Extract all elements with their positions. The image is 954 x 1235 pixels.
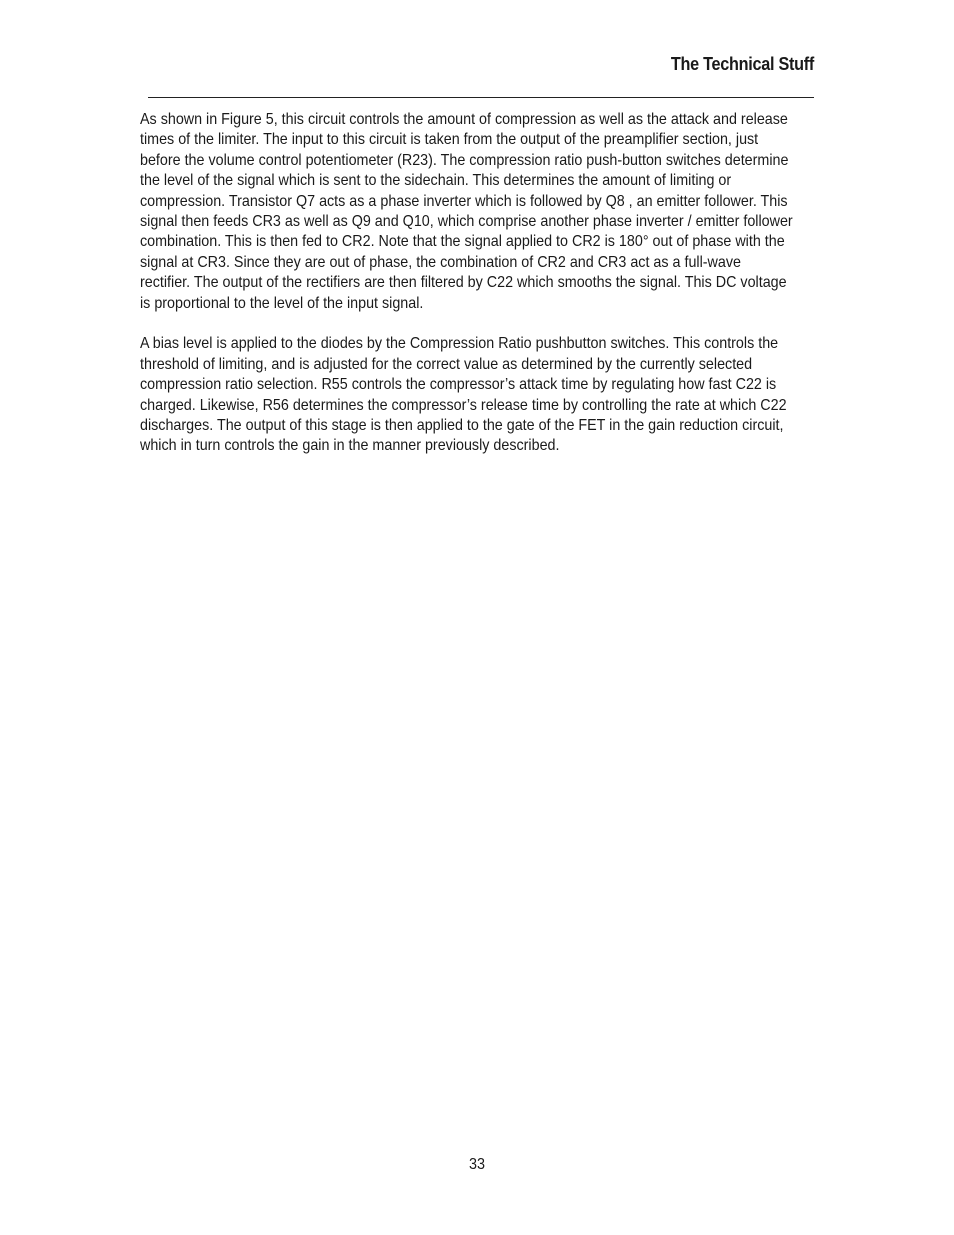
page-number: 33	[468, 1156, 486, 1173]
body-text	[140, 110, 811, 477]
section-header-title: The Technical Stuff	[670, 54, 814, 74]
paragraph-bias-description: A bias level is applied to the diodes by the Compression Ratio pushbutton switches. This controls the threshold of limiting, and is adjusted for the correct value as determined by the currently selected compression ratio selection. R55 controls the compressor’s attack time by regulating how fast C22 is charged. Likewise, R56 determines the compressor’s release time by controlling the rate at which C22 discharges. The output of this stage is then applied to the gate of the FET in the gain reduction circuit, which in turn controls the gain in the manner previously described.	[140, 335, 787, 455]
paragraph-sidechain-description: As shown in Figure 5, this circuit controls the amount of compression as well as the attack and release times of the limiter. The input to this circuit is taken from the output of the preamplifier section, just before the volume control potentiometer (R23). The compression ratio push-button switches determine the level of the signal which is sent to the sidechain. This determines the amount of limiting or compression. Transistor Q7 acts as a phase inverter which is followed by Q8 , an emitter follower. This signal then feeds CR3 as well as Q9 and Q10, which comprise another phase inverter / emitter follower combination. This is then fed to CR2. Note that the signal applied to CR2 is 180° out of phase with the signal at CR3. Since they are out of phase, the combination of CR2 and CR3 act as a full-wave rectifier. The output of the rectifiers are then filtered by C22 which smooths the signal. This DC voltage is proportional to the level of the input signal.	[140, 111, 793, 312]
header-rule	[148, 97, 814, 98]
